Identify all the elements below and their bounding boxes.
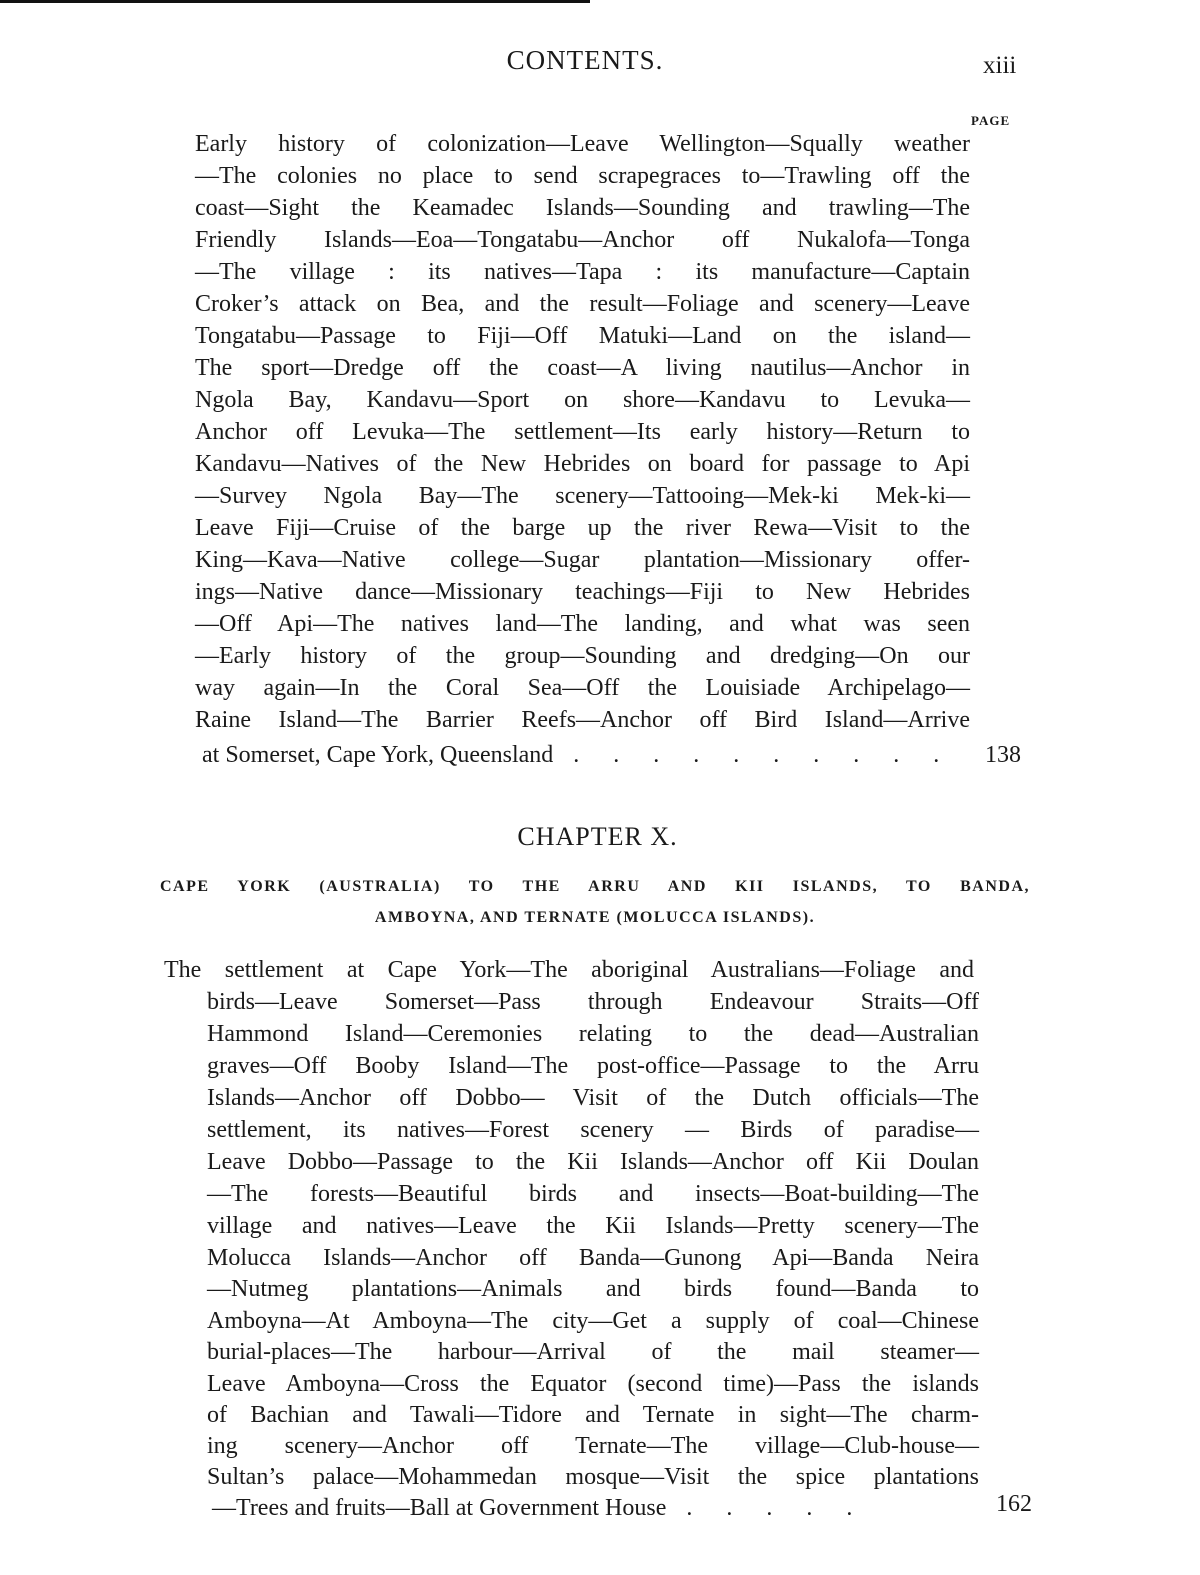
summary-line: Raine Island—The Barrier Reefs—Anchor off Bird Island—Arrive xyxy=(195,707,970,733)
summary-line: King—Kava—Native college—Sugar plantation—Missionary offer- xyxy=(195,547,970,573)
chapter-9-page-number: 138 xyxy=(985,742,1021,768)
summary-line: —Early history of the group—Sounding and dredging—On our xyxy=(195,643,970,669)
summary-line: Leave Dobbo—Passage to the Kii Islands—Anchor off Kii Doulan xyxy=(207,1149,979,1175)
summary-line: ings—Native dance—Missionary teachings—Fiji to New Hebrides xyxy=(195,579,970,605)
summary-last-line-text: at Somerset, Cape York, Queensland xyxy=(202,742,554,768)
summary-line: Amboyna—At Amboyna—The city—Get a supply of coal—Chinese xyxy=(207,1308,979,1334)
summary-line: —Nutmeg plantations—Animals and birds found—Banda to xyxy=(207,1276,979,1302)
summary-line: Leave Fiji—Cruise of the barge up the river Rewa—Visit to the xyxy=(195,515,970,541)
summary-last-line-text: —Trees and fruits—Ball at Government House xyxy=(212,1495,667,1521)
chapter-heading: CHAPTER X. xyxy=(517,822,678,851)
summary-line: —The colonies no place to send scrapegraces to—Trawling off the xyxy=(195,163,970,189)
dot-leaders: . . . . . xyxy=(686,1495,867,1521)
summary-line: graves—Off Booby Island—The post-office—Passage to the Arru xyxy=(207,1053,979,1079)
summary-line: Leave Amboyna—Cross the Equator (second time)—Pass the islands xyxy=(207,1371,979,1397)
chapter-subtitle-line: CAPE YORK (AUSTRALIA) TO THE ARRU AND KII ISLANDS, TO BANDA, xyxy=(160,878,1030,895)
summary-line: Ngola Bay, Kandavu—Sport on shore—Kandavu to Levuka— xyxy=(195,387,970,413)
summary-line: —The village : its natives—Tapa : its manufacture—Captain xyxy=(195,259,970,285)
summary-line: —Off Api—The natives land—The landing, and what was seen xyxy=(195,611,970,637)
summary-line: settlement, its natives—Forest scenery — Birds of paradise— xyxy=(207,1117,979,1143)
summary-line: coast—Sight the Keamadec Islands—Sounding and trawling—The xyxy=(195,195,970,221)
page-top-rule xyxy=(0,0,590,3)
summary-line: of Bachian and Tawali—Tidore and Ternate in sight—The charm- xyxy=(207,1402,979,1428)
summary-line: Friendly Islands—Eoa—Tongatabu—Anchor off Nukalofa—Tonga xyxy=(195,227,970,253)
summary-last-line xyxy=(212,1492,984,1524)
summary-line: Molucca Islands—Anchor off Banda—Gunong Api—Banda Neira xyxy=(207,1245,979,1271)
summary-line: way again—In the Coral Sea—Off the Louisiade Archipelago— xyxy=(195,675,970,701)
summary-line: —The forests—Beautiful birds and insects—Boat-building—The xyxy=(207,1181,979,1207)
summary-line: Tongatabu—Passage to Fiji—Off Matuki—Land on the island— xyxy=(195,323,970,349)
summary-line: —Survey Ngola Bay—The scenery—Tattooing—Mek-ki Mek-ki— xyxy=(195,483,970,509)
summary-line: Anchor off Levuka—The settlement—Its early history—Return to xyxy=(195,419,970,445)
summary-line: The settlement at Cape York—The aboriginal Australians—Foliage and xyxy=(164,957,974,983)
folio-page-number: xiii xyxy=(983,52,1017,79)
summary-line: Hammond Island—Ceremonies relating to the dead—Australian xyxy=(207,1021,979,1047)
summary-line: Croker’s attack on Bea, and the result—Foliage and scenery—Leave xyxy=(195,291,970,317)
summary-line: Kandavu—Natives of the New Hebrides on board for passage to Api xyxy=(195,451,970,477)
chapter-10-page-number: 162 xyxy=(996,1491,1032,1517)
summary-line: ing scenery—Anchor off Ternate—The village—Club-house— xyxy=(207,1433,979,1459)
summary-line: The sport—Dredge off the coast—A living nautilus—Anchor in xyxy=(195,355,970,381)
summary-line: Sultan’s palace—Mohammedan mosque—Visit the spice plantations xyxy=(207,1464,979,1490)
summary-line: burial-places—The harbour—Arrival of the mail steamer— xyxy=(207,1339,979,1365)
summary-last-line xyxy=(202,739,972,771)
chapter-subtitle-line: AMBOYNA, AND TERNATE (MOLUCCA ISLANDS). xyxy=(374,909,816,926)
summary-line: Early history of colonization—Leave Wellington—Squally weather xyxy=(195,131,970,157)
dot-leaders: . . . . . . . . . . xyxy=(573,742,954,768)
summary-line: village and natives—Leave the Kii Islands—Pretty scenery—The xyxy=(207,1213,979,1239)
page-column-label: PAGE xyxy=(971,113,1011,128)
summary-line: birds—Leave Somerset—Pass through Endeavour Straits—Off xyxy=(207,989,979,1015)
running-title: CONTENTS. xyxy=(506,45,664,75)
summary-line: Islands—Anchor off Dobbo— Visit of the Dutch officials—The xyxy=(207,1085,979,1111)
